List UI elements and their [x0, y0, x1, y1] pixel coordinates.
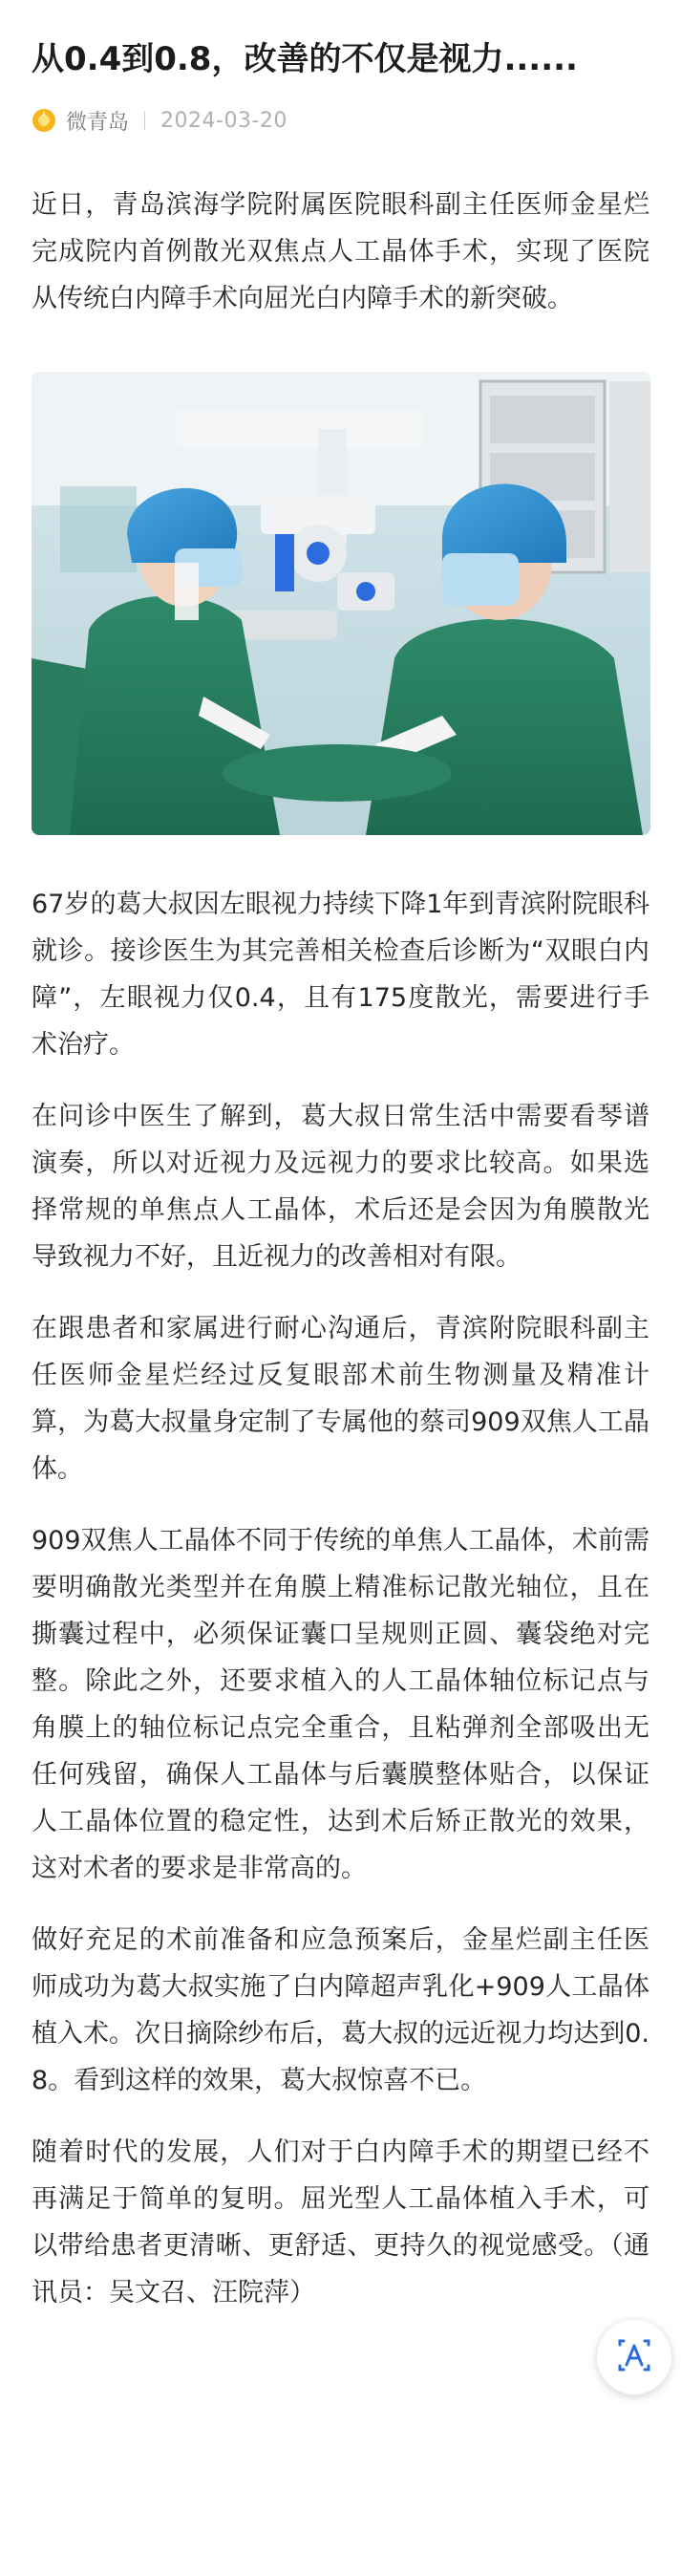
paragraph-surgery-result: 做好充足的术前准备和应急预案后，金星烂副主任医师成功为葛大叔实施了白内障超声乳化+909人工晶体植入术。次日摘除纱布后，葛大叔的远近视力均达到0.8。看到这样的效果，葛大叔惊喜不已。: [32, 1925, 649, 2095]
paragraph-diagnosis: 67岁的葛大叔因左眼视力持续下降1年到青滨附院眼科就诊。接诊医生为其完善相关检查后诊断为“双眼白内障”，左眼视力仅0.4，且有175度散光，需要进行手术治疗。: [32, 890, 649, 1060]
article-meta: [32, 101, 649, 140]
translate-button[interactable]: [597, 2320, 671, 2394]
meta-divider: [144, 111, 145, 130]
paragraph-conclusion: 随着时代的发展，人们对于白内障手术的期望已经不再满足于简单的复明。屈光型人工晶体植入手术，可以带给患者更清晰、更舒适、更持久的视觉感受。（通讯员：吴文召、汪院萍）: [32, 2137, 649, 2308]
translate-icon: [614, 2335, 654, 2379]
surgery-photo[interactable]: [32, 372, 650, 835]
paragraph-consultation: 在问诊中医生了解到，葛大叔日常生活中需要看琴谱演奏，所以对近视力及远视力的要求比较高。如果选择常规的单焦点人工晶体，术后还是会因为角膜散光导致视力不好，且近视力的改善相对有限。: [32, 1102, 649, 1272]
publish-date: 2024-03-20: [160, 108, 287, 133]
paragraph-customization: 在跟患者和家属进行耐心沟通后，青滨附院眼科副主任医师金星烂经过反复眼部术前生物测量及精准计算，为葛大叔量身定制了专属他的蔡司909双焦人工晶体。: [32, 1314, 649, 1484]
source-name[interactable]: 微青岛: [66, 110, 130, 135]
article-title: 从0.4到0.8，改善的不仅是视力......: [32, 40, 578, 78]
paragraph-intro: 近日，青岛滨海学院附属医院眼科副主任医师金星烂完成院内首例散光双焦点人工晶体手术，实现了医院从传统白内障手术向屈光白内障手术的新突破。: [32, 190, 649, 313]
sun-logo-icon: [32, 108, 56, 133]
paragraph-procedure-details: 909双焦人工晶体不同于传统的单焦人工晶体，术前需要明确散光类型并在角膜上精准标记散光轴位，且在撕囊过程中，必须保证囊口呈规则正圆、囊袋绝对完整。除此之外，还要求植入的人工晶体轴位标记点与角膜上的轴位标记点完全重合，且粘弹剂全部吸出无任何残留，确保人工晶体与后囊膜整体贴合，以保证人工晶体位置的稳定性，达到术后矫正散光的效果，这对术者的要求是非常高的。: [32, 1526, 649, 1883]
